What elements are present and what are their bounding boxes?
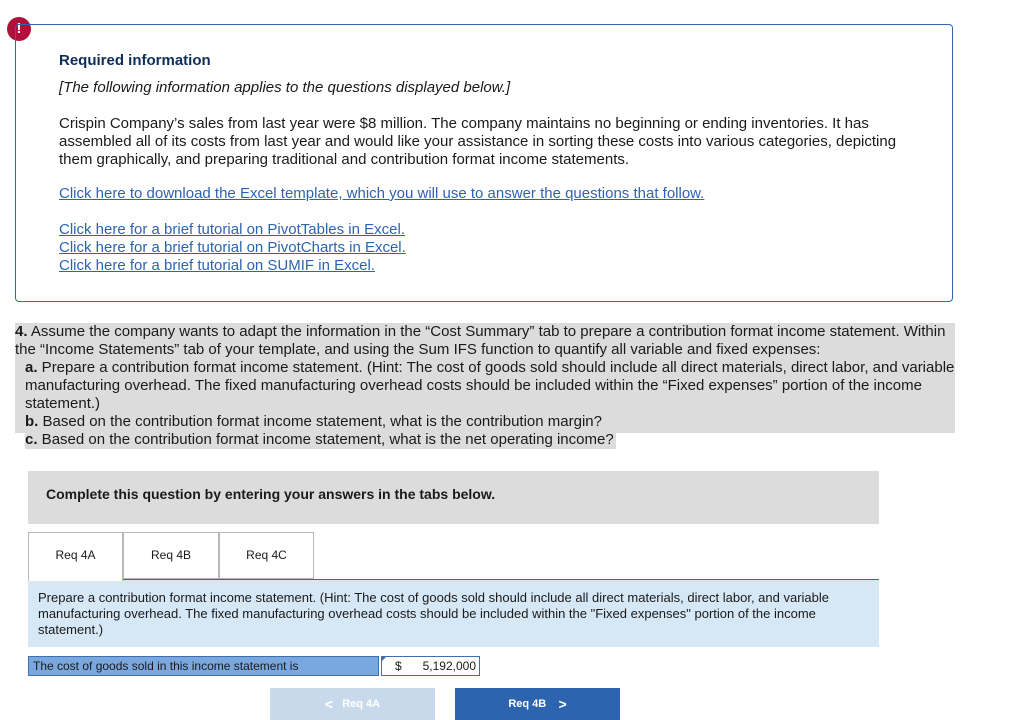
alert-icon: !: [7, 17, 31, 41]
question-a-text: Prepare a contribution format income statement. (Hint: The cost of goods sold should include all direct materials, direct labor, and variable manufacturing overhead. The fixed manufacturing overhead costs should be included within the “Fixed expenses” portion of the income statement.): [25, 359, 955, 412]
info-note: [The following information applies to the questions displayed below.]: [59, 79, 511, 96]
question-c: [25, 431, 616, 449]
panel-instructions: Prepare a contribution format income statement. (Hint: The cost of goods sold should include all direct materials, direct labor, and variable manufacturing overhead. The fixed manufacturing overhead costs should be included within the "Fixed expenses" portion of the income statement.): [28, 580, 879, 647]
excel-template-link[interactable]: Click here to download the Excel template, which you will use to answer the questions that follow.: [59, 185, 705, 202]
answer-marker-icon: [381, 656, 387, 662]
tab-req-4c[interactable]: Req 4C: [219, 532, 314, 579]
question-number: 4.: [15, 323, 28, 340]
info-body: Crispin Company’s sales from last year were $8 million. The company maintains no beginning or ending inventories. It has assembled all of its costs from last year and would like your assistance in sorting these costs into various categories, depicting them graphically, and preparing traditional and contribution format income statements.: [59, 115, 897, 168]
question-c-label: c.: [25, 431, 38, 448]
cogs-value: 5,192,000: [422, 659, 476, 673]
complete-instruction-text: Complete this question by entering your answers in the tabs below.: [46, 486, 496, 502]
chevron-left-icon: <: [324, 696, 334, 712]
prev-req-label: Req 4A: [342, 698, 381, 710]
pivottables-tutorial-link[interactable]: Click here for a brief tutorial on PivotTables in Excel.: [59, 221, 405, 238]
complete-instruction-box: [28, 471, 879, 524]
cogs-label: The cost of goods sold in this income statement is: [28, 656, 379, 676]
sumif-tutorial-link[interactable]: Click here for a brief tutorial on SUMIF in Excel.: [59, 257, 375, 274]
question-text: [15, 323, 955, 433]
required-information-box: [15, 24, 953, 302]
tab-req-4a[interactable]: Req 4A: [28, 532, 123, 581]
question-intro: Assume the company wants to adapt the information in the “Cost Summary” tab to prepare a contribution format income statement. Within the “Income Statements” tab of your template, and using the Sum IFS function to quantify all variable and fixed expenses:: [15, 323, 946, 358]
info-title: Required information: [59, 52, 211, 69]
question-c-text: Based on the contribution format income statement, what is the net operating income?: [37, 431, 614, 448]
chevron-right-icon: >: [558, 696, 567, 712]
question-a-label: a.: [25, 359, 38, 376]
tab-req-4b[interactable]: Req 4B: [123, 532, 219, 579]
next-req-button[interactable]: [455, 688, 620, 720]
question-b-label: b.: [25, 413, 39, 430]
currency-symbol: $: [395, 659, 402, 673]
cogs-input[interactable]: [381, 656, 480, 676]
next-req-label: Req 4B: [508, 698, 547, 710]
question-b-text: Based on the contribution format income statement, what is the contribution margin?: [38, 413, 602, 430]
pivotcharts-tutorial-link[interactable]: Click here for a brief tutorial on PivotCharts in Excel.: [59, 239, 406, 256]
prev-req-button[interactable]: [270, 688, 435, 720]
